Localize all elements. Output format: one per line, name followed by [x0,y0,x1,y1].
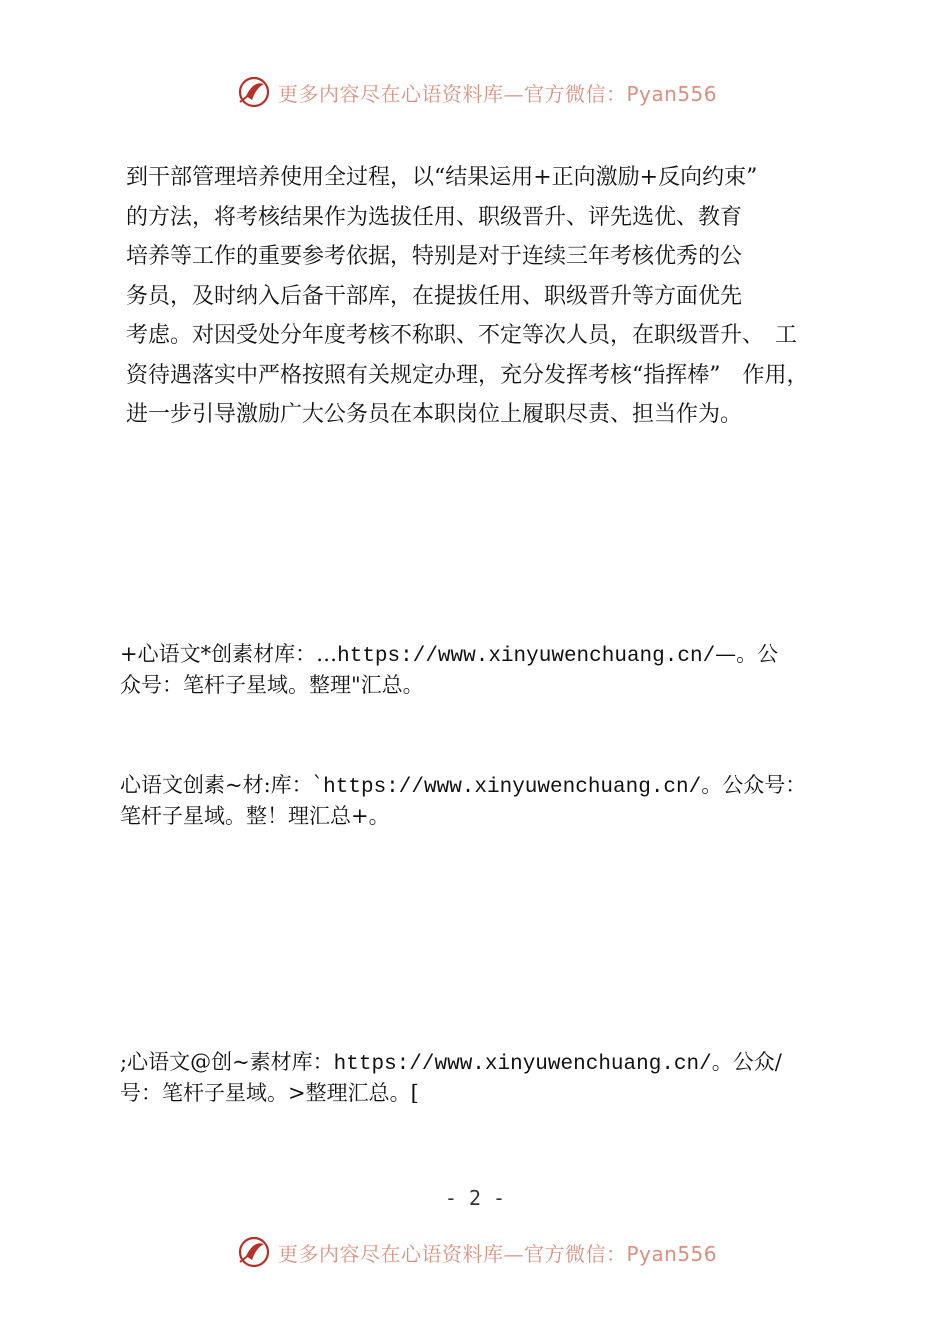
note-line [120,640,890,671]
note-suffix: —。公 [715,642,779,666]
banner-text [278,78,717,107]
note-line [120,1048,890,1079]
banner-label: 更多内容尽在心语资料库—官方微信： [278,1241,627,1266]
note-suffix: 。公众/ [711,1050,782,1074]
source-note-3 [120,1048,890,1108]
main-paragraph [126,158,846,435]
paragraph-line: 的方法，将考核结果作为选拔任用、职级晋升、评先选优、教育 [126,204,743,230]
brand-logo-icon [236,74,272,110]
page-number: - 2 - [444,1186,506,1210]
source-note-2 [120,771,890,831]
footer-banner [236,1232,717,1272]
paragraph-line: 进一步引导激励广大公务员在本职岗位上履职尽责、担当作为。 [126,402,743,427]
note-url: https://www.xinyuwenchuang.cn/ [323,776,702,799]
note-prefix: 心语文创素~材:库：` [120,773,324,797]
paragraph-line: 资待遇落实中严格按照有关规定办理，充分发挥考核“指挥棒” 作用， [126,362,809,388]
note-url: https://www.xinyuwenchuang.cn/ [333,1053,712,1076]
brand-logo-icon [236,1234,272,1270]
note-line: 笔杆子星域。整！理汇总+。 [120,804,390,828]
note-line [120,771,890,802]
banner-text [278,1238,717,1267]
note-line: 众号：笔杆子星域。整理"汇总。 [120,673,424,697]
banner-label: 更多内容尽在心语资料库—官方微信： [278,81,627,106]
paragraph-line: 务员，及时纳入后备干部库，在提拔任用、职级晋升等方面优先 [126,283,743,309]
header-banner [236,72,717,112]
paragraph-line: 到干部管理培养使用全过程，以“结果运用+正向激励+反向约束” [126,165,758,190]
note-line: 号：笔杆子星域。>整理汇总。[ [120,1081,419,1105]
note-url: https://www.xinyuwenchuang.cn/ [337,645,716,668]
banner-wechat-id: Pyan556 [626,81,718,106]
source-note-1 [120,640,890,700]
note-suffix: 。公众号： [701,773,807,797]
paragraph-line: 考虑。对因受处分年度考核不称职、不定等次人员，在职级晋升、 工 [126,323,798,348]
note-prefix: +心语文*创素材库：… [120,642,338,666]
note-prefix: ;心语文@创~素材库： [120,1050,334,1074]
paragraph-line: 培养等工作的重要参考依据，特别是对于连续三年考核优秀的公 [126,244,743,269]
banner-wechat-id: Pyan556 [626,1241,718,1266]
